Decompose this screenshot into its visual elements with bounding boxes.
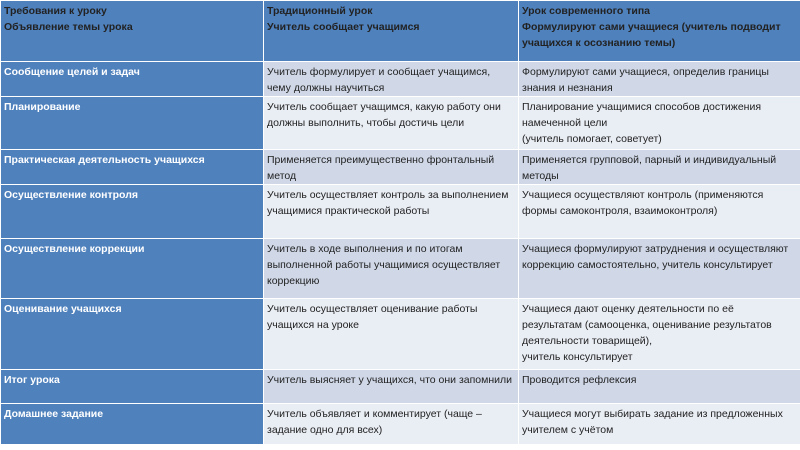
header-traditional-lesson: Традиционный урок Учитель сообщает учащимся xyxy=(264,1,519,62)
modern-cell: Планирование учащимися способов достижения намеченной цели (учитель помогает, советует) xyxy=(519,97,800,150)
modern-cell: Применяется групповой, парный и индивидуальный методы xyxy=(519,150,800,185)
table-row xyxy=(1,62,800,97)
header-modern-lesson: Урок современного типа Формулируют сами учащиеся (учитель подводит учащихся к осознанию темы) xyxy=(519,1,800,62)
traditional-cell: Учитель сообщает учащимся, какую работу они должны выполнить, чтобы достичь цели xyxy=(264,97,519,150)
table-header-row xyxy=(1,1,800,62)
modern-cell: Учащиеся могут выбирать задание из предложенных учителем с учётом xyxy=(519,404,800,445)
table-row xyxy=(1,370,800,404)
traditional-cell: Применяется преимущественно фронтальный метод xyxy=(264,150,519,185)
row-label: Сообщение целей и задач xyxy=(1,62,264,97)
table-row xyxy=(1,404,800,445)
modern-cell: Проводится рефлексия xyxy=(519,370,800,404)
traditional-cell: Учитель в ходе выполнения и по итогам выполненной работы учащимися осуществляет коррекцию xyxy=(264,239,519,299)
row-label: Домашнее задание xyxy=(1,404,264,445)
table-row xyxy=(1,185,800,239)
row-label: Итог урока xyxy=(1,370,264,404)
traditional-cell: Учитель осуществляет контроль за выполнением учащимися практической работы xyxy=(264,185,519,239)
modern-cell: Формулируют сами учащиеся, определив границы знания и незнания xyxy=(519,62,800,97)
traditional-cell: Учитель объявляет и комментирует (чаще – задание одно для всех) xyxy=(264,404,519,445)
traditional-cell: Учитель осуществляет оценивание работы учащихся на уроке xyxy=(264,299,519,370)
traditional-cell: Учитель выясняет у учащихся, что они запомнили xyxy=(264,370,519,404)
row-label: Осуществление коррекции xyxy=(1,239,264,299)
traditional-cell: Учитель формулирует и сообщает учащимся, чему должны научиться xyxy=(264,62,519,97)
modern-cell: Учащиеся осуществляют контроль (применяются формы самоконтроля, взаимоконтроля) xyxy=(519,185,800,239)
table-row xyxy=(1,239,800,299)
modern-cell: Учащиеся формулируют затруднения и осуществляют коррекцию самостоятельно, учитель консультирует xyxy=(519,239,800,299)
row-label: Практическая деятельность учащихся xyxy=(1,150,264,185)
table-row xyxy=(1,299,800,370)
row-label: Осуществление контроля xyxy=(1,185,264,239)
row-label: Планирование xyxy=(1,97,264,150)
header-requirements: Требования к уроку Объявление темы урока xyxy=(1,1,264,62)
modern-cell: Учащиеся дают оценку деятельности по её результатам (самооценка, оценивание результатов деятельности товарищей), учитель консультирует xyxy=(519,299,800,370)
table-row xyxy=(1,150,800,185)
row-label: Оценивание учащихся xyxy=(1,299,264,370)
table-row xyxy=(1,97,800,150)
